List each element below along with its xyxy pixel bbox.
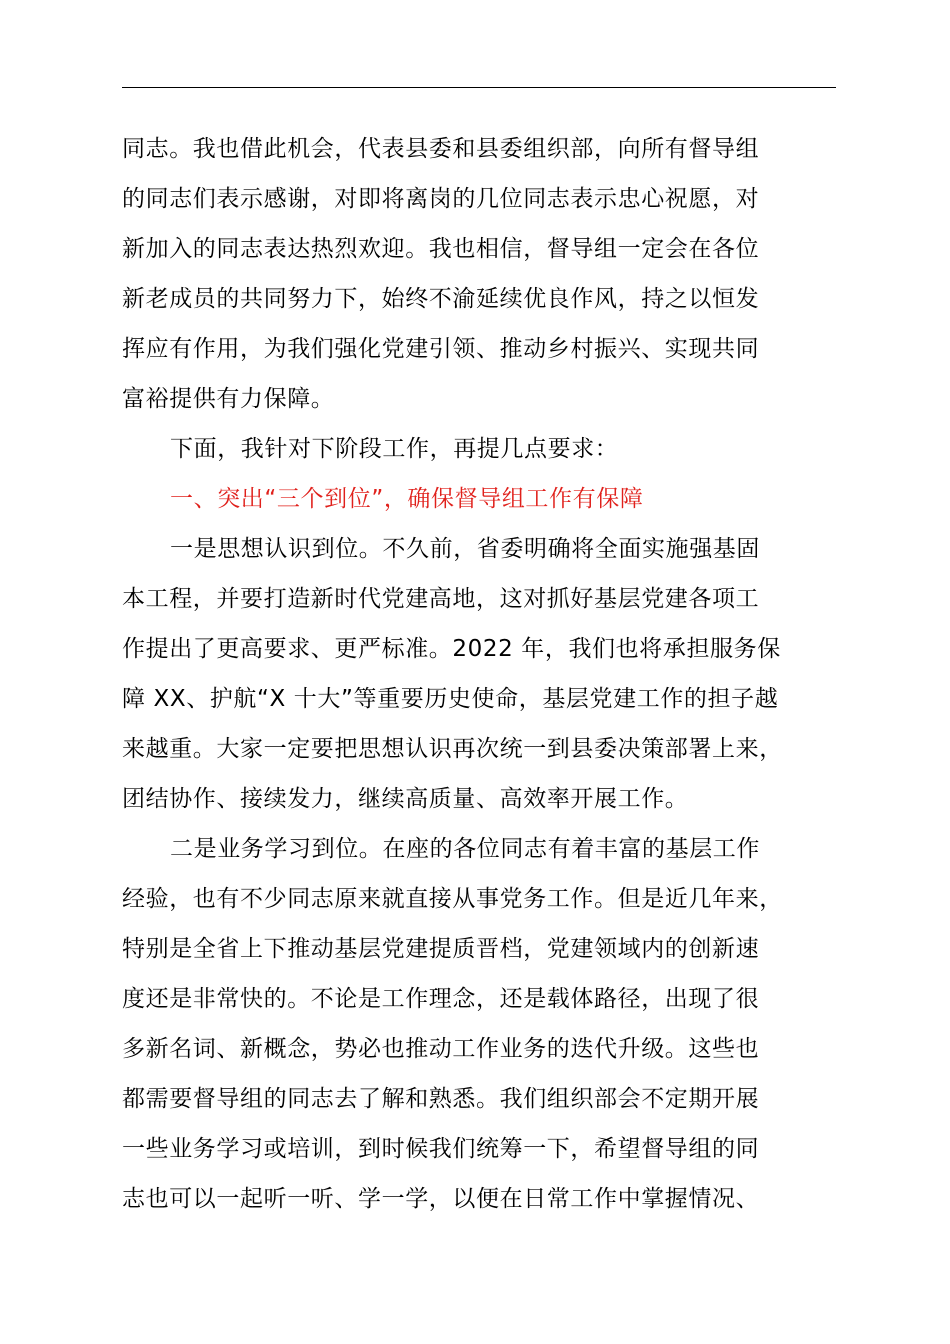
text-line: 新老成员的共同努力下，始终不渝延续优良作风，持之以恒发 xyxy=(122,286,760,312)
text-line: 志也可以一起听一听、学一学，以便在日常工作中掌握情况、 xyxy=(122,1186,760,1212)
header-rule xyxy=(122,87,836,88)
text-line: 经验，也有不少同志原来就直接从事党务工作。但是近几年来， xyxy=(122,886,783,912)
text-line: 度还是非常快的。不论是工作理念，还是载体路径，出现了很 xyxy=(122,986,760,1012)
paragraph-start-line: 下面，我针对下阶段工作，再提几点要求： xyxy=(170,436,619,462)
text-line: 同志。我也借此机会，代表县委和县委组织部，向所有督导组 xyxy=(122,136,760,162)
text-line: 多新名词、新概念，势必也推动工作业务的迭代升级。这些也 xyxy=(122,1036,760,1062)
text-line: 来越重。大家一定要把思想认识再次统一到县委决策部署上来， xyxy=(122,736,783,762)
section-heading: 一、突出“三个到位”，确保督导组工作有保障 xyxy=(170,486,644,512)
text-line: 作提出了更高要求、更严标准。2022 年，我们也将承担服务保 xyxy=(122,636,781,662)
text-line: 新加入的同志表达热烈欢迎。我也相信，督导组一定会在各位 xyxy=(122,236,760,262)
text-line: 团结协作、接续发力，继续高质量、高效率开展工作。 xyxy=(122,786,689,812)
text-line: 富裕提供有力保障。 xyxy=(122,386,335,412)
paragraph-start-line: 二是业务学习到位。在座的各位同志有着丰富的基层工作 xyxy=(170,836,760,862)
document-body xyxy=(122,124,836,1224)
text-line: 都需要督导组的同志去了解和熟悉。我们组织部会不定期开展 xyxy=(122,1086,760,1112)
text-line: 一些业务学习或培训，到时候我们统筹一下，希望督导组的同 xyxy=(122,1136,760,1162)
text-line: 挥应有作用，为我们强化党建引领、推动乡村振兴、实现共同 xyxy=(122,336,760,362)
paragraph-start-line: 一是思想认识到位。不久前，省委明确将全面实施强基固 xyxy=(170,536,760,562)
text-line: 障 XX、护航“X 十大”等重要历史使命，基层党建工作的担子越 xyxy=(122,686,779,712)
text-line: 特别是全省上下推动基层党建提质晋档，党建领域内的创新速 xyxy=(122,936,760,962)
text-line: 本工程，并要打造新时代党建高地，这对抓好基层党建各项工 xyxy=(122,586,760,612)
text-line: 的同志们表示感谢，对即将离岗的几位同志表示忠心祝愿，对 xyxy=(122,186,760,212)
